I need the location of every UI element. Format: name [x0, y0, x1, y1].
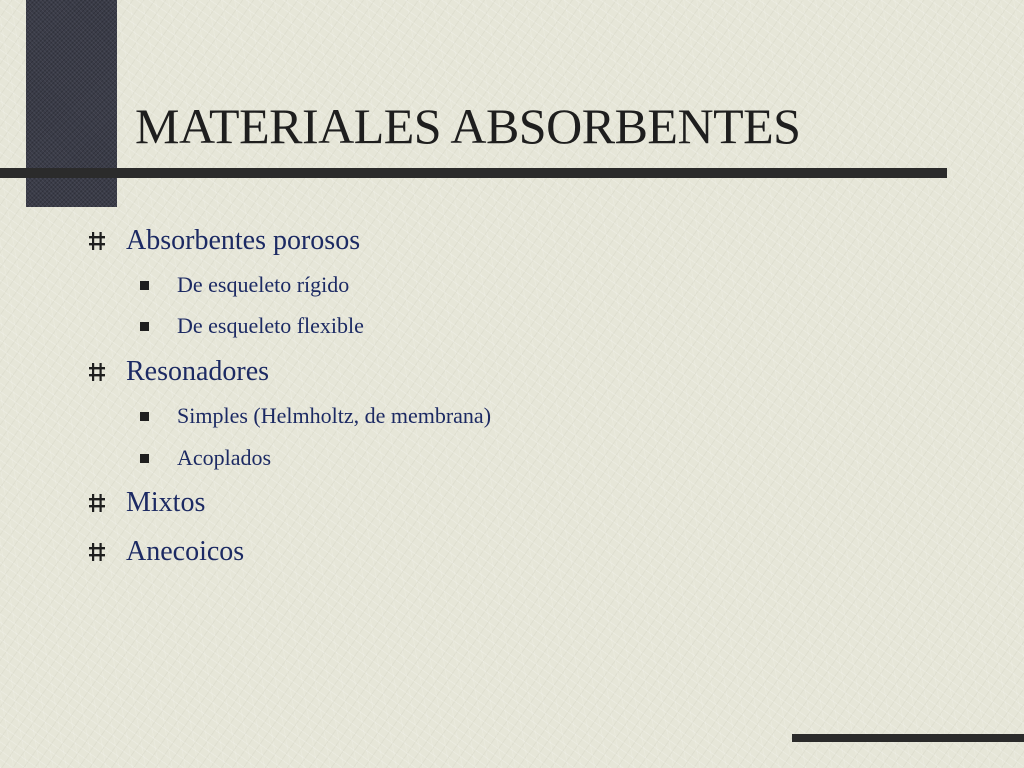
hash-bullet-icon [88, 224, 106, 258]
square-bullet-icon [140, 281, 149, 290]
sub-bullet-label: De esqueleto flexible [177, 313, 364, 338]
square-bullet-icon [140, 412, 149, 421]
bullet-label: Mixtos [126, 487, 206, 518]
sub-bullet-label: De esqueleto rígido [177, 272, 350, 297]
bullet-label: Anecoicos [126, 536, 245, 567]
square-bullet-icon [140, 454, 149, 463]
bullet-label: Absorbentes porosos [126, 225, 361, 256]
sub-bullet-label: Acoplados [177, 445, 272, 470]
hash-bullet-icon [88, 355, 106, 389]
slide-title: MATERIALES ABSORBENTES [135, 98, 801, 154]
square-bullet-icon [140, 322, 149, 331]
bullet-label: Resonadores [126, 356, 270, 387]
sub-bullet-label: Simples (Helmholtz, de membrana) [177, 403, 492, 428]
hash-bullet-icon [88, 535, 106, 569]
hash-bullet-icon [88, 486, 106, 520]
